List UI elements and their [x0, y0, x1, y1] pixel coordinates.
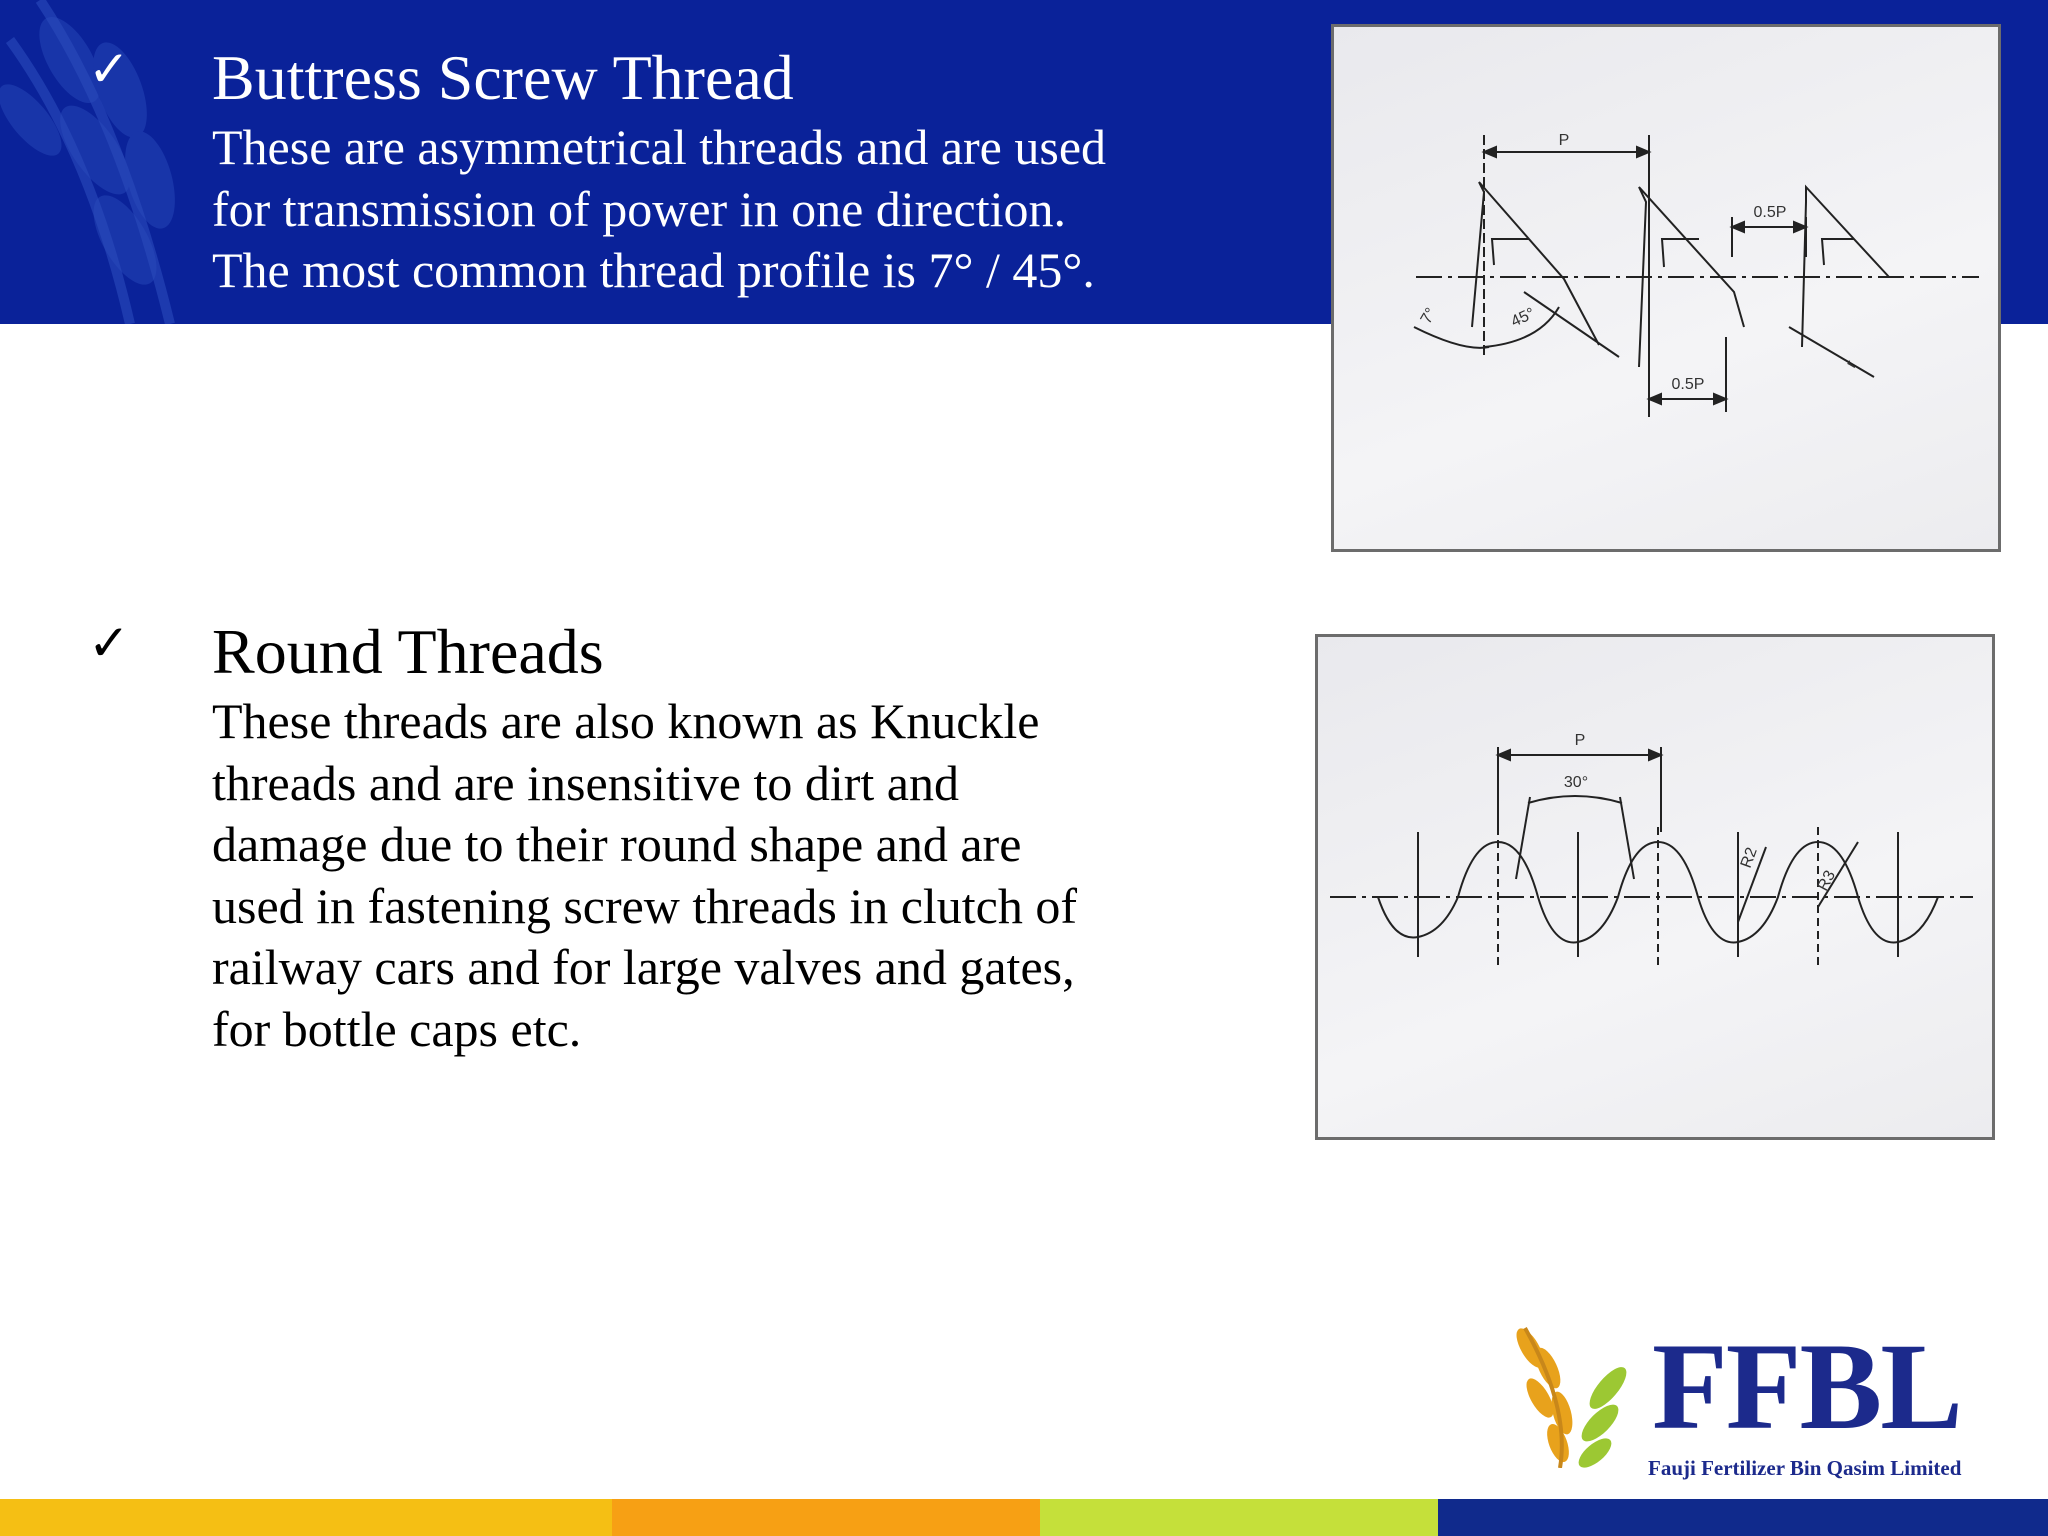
round-radius-2-label: R3	[1814, 867, 1840, 894]
wheat-logo-icon	[1500, 1318, 1650, 1468]
bar-segment-green	[1040, 1499, 1438, 1536]
body-line: damage due to their round shape and are	[212, 816, 1022, 872]
buttress-radius-label: r	[1842, 357, 1861, 371]
round-angle-label: 30°	[1563, 774, 1589, 791]
section-body-buttress	[212, 117, 1106, 302]
bar-segment-orange	[612, 1499, 1040, 1536]
section-heading-buttress: Buttress Screw Thread	[212, 42, 794, 113]
body-line: for transmission of power in one direction.	[212, 180, 1066, 237]
buttress-angle-small-label: 7°	[1417, 305, 1441, 327]
buttress-angle-large-label: 45°	[1508, 304, 1538, 331]
body-line: used in fastening screw threads in clutch of	[212, 877, 1078, 934]
buttress-thread-figure	[1331, 24, 2001, 552]
bar-segment-navy	[1438, 1499, 2048, 1536]
bar-segment-yellow	[0, 1499, 612, 1536]
ffbl-logo	[1500, 1318, 2048, 1488]
round-thread-figure	[1315, 634, 1995, 1140]
bottom-color-bar	[0, 1499, 2048, 1536]
body-line: These threads are also known as Knuckle	[212, 693, 1040, 749]
round-radius-1-label: R2	[1737, 845, 1761, 871]
section-heading-round: Round Threads	[212, 616, 604, 687]
body-line: The most common thread profile is 7° / 45°.	[212, 242, 1095, 298]
check-mark-icon: ✓	[88, 614, 130, 672]
section-body-round	[212, 691, 1077, 1060]
buttress-half-pitch-top-label: 0.5P	[1753, 204, 1787, 221]
logo-wordmark: FFBL	[1652, 1318, 1961, 1455]
body-line: for bottle caps etc.	[212, 1000, 582, 1057]
check-mark-icon: ✓	[88, 40, 130, 98]
buttress-pitch-label: P	[1558, 132, 1570, 149]
body-line: These are asymmetrical threads and are used	[212, 119, 1107, 175]
buttress-half-pitch-bottom-label: 0.5P	[1671, 376, 1705, 393]
body-line: threads and are insensitive to dirt and	[212, 754, 959, 811]
round-pitch-label: P	[1574, 732, 1586, 749]
logo-tagline: Fauji Fertilizer Bin Qasim Limited	[1648, 1456, 1962, 1480]
body-line: railway cars and for large valves and gates,	[212, 939, 1075, 995]
